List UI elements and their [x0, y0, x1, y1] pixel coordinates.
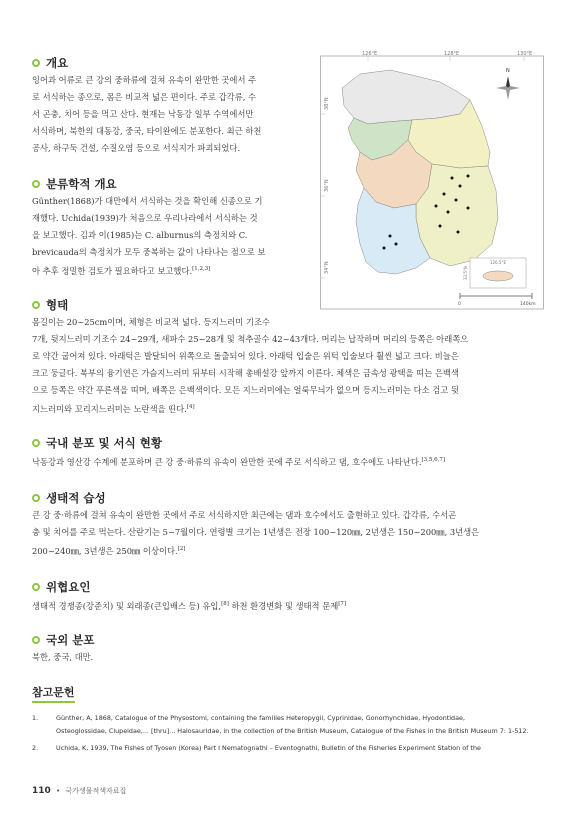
occurrence-point — [395, 243, 398, 246]
foreign-title: 국외 분포 — [46, 633, 95, 647]
inset-lon-label: 126.5°E — [490, 260, 506, 265]
morphology-title: 형태 — [46, 298, 69, 312]
morphology-line-text: 지느러미와 꼬리지느러미는 노란색을 띤다. — [32, 403, 187, 414]
occurrence-point — [451, 177, 454, 180]
overview-line: 로 서식하는 종으로, 몸은 비교적 넓은 편이다. 주로 갑각류, 수 — [32, 92, 257, 102]
section-bullet-icon — [32, 59, 40, 67]
reference-item — [32, 712, 532, 738]
overview-heading — [32, 55, 68, 71]
citation: [2] — [177, 546, 186, 552]
ecology-line: 충 및 치어를 주로 먹는다. 산란기는 5~7월이다. 연령별 크기는 1년생은 전장 100~120㎜, 2년생은 150~200㎜, 3년생은 — [32, 527, 480, 537]
taxonomy-line: 재했다. Uchida(1939)가 처음으로 우리나라에서 서식하는 것 — [32, 213, 258, 223]
ecology-body — [32, 507, 557, 560]
foreign-line: 북한, 중국, 대만. — [32, 652, 94, 662]
distribution-line-text: 낙동강과 영산강 수계에 분포하며 큰 강 중·하류의 유속이 완만한 곳에 주로 서식하고 댐, 호수에도 나타난다. — [32, 456, 422, 467]
threats-heading — [32, 579, 90, 595]
taxonomy-body — [32, 193, 317, 280]
lat-label: 36°N — [324, 179, 330, 192]
publication-name: 국가생물적색자료집 — [65, 787, 127, 795]
occurrence-point — [389, 235, 392, 238]
taxonomy-line — [32, 261, 317, 280]
foreign-body — [32, 649, 557, 666]
section-bullet-icon — [32, 301, 40, 309]
threats-body — [32, 596, 557, 615]
footer-separator: • — [56, 787, 61, 795]
citation: [7] — [338, 601, 347, 607]
threats-text-a: 생태적 경쟁종(강준치) 및 외래종(큰입배스 등) 유입, — [32, 600, 222, 611]
occurrence-point — [467, 175, 470, 178]
ecology-line — [32, 541, 557, 560]
morphology-line — [32, 399, 557, 418]
section-bullet-icon — [32, 583, 40, 591]
taxonomy-line-text: 아 추후 정밀한 검토가 필요하다고 보고했다. — [32, 265, 193, 276]
morphology-line: 으로 등쪽은 약간 푸른색을 띠며, 배쪽은 은백색이다. 모든 지느러미에는 얼룩무늬가 없으며 등지느러미는 다소 검고 뒷 — [32, 385, 459, 395]
jeju-island — [483, 271, 513, 281]
citation: [8] — [221, 601, 229, 607]
section-bullet-icon — [32, 180, 40, 188]
threats-text-b: 하천 환경변화 및 생태적 문제 — [228, 600, 339, 611]
inset-lat-label: 33.5°N — [463, 266, 468, 280]
citation: [4] — [186, 404, 195, 410]
reference-line: Osteoglossidae, Clupeidae,... [thru]... Halosauridae, in the collection of the British Museum, Catalogue of the Fishes in the British Museum 7: 1-512. — [56, 727, 529, 735]
occurrence-point — [457, 231, 460, 234]
distribution-body — [32, 452, 557, 471]
page-number: 110 — [32, 786, 51, 796]
taxonomy-line: 을 보고했다. 김과 이(1985)는 C. alburnus의 측정치와 C. — [32, 230, 248, 240]
lon-label: 126°E — [362, 51, 378, 57]
ecology-title: 생태적 습성 — [46, 491, 106, 505]
citation: [3,5,6,7] — [421, 457, 446, 463]
section-bullet-icon — [32, 494, 40, 502]
overview-line: 공사, 하구둑 건설, 수질오염 등으로 서식지가 파괴되었다. — [32, 143, 241, 153]
taxonomy-title: 분류학적 개요 — [46, 177, 117, 191]
occurrence-point — [383, 247, 386, 250]
scale-start: 0 — [458, 302, 461, 307]
reference-number: 1. — [32, 714, 39, 722]
morphology-heading — [32, 297, 68, 313]
threats-title: 위협요인 — [46, 580, 91, 594]
occurrence-point — [435, 205, 438, 208]
morphology-line: 몸길이는 20~25cm이며, 체형은 비교적 넓다. 등지느러미 기조수 — [32, 317, 271, 327]
taxonomy-line: brevicauda의 측정치가 모두 중복하는 값이 나타나는 점으로 보 — [32, 247, 266, 257]
citation: [1,2,3] — [192, 266, 211, 272]
lat-label: 38°N — [324, 97, 330, 110]
reference-line: Uchida, K, 1939, The Fishes of Tyosen (Korea) Part I Nematognathi – Eventognathi, Bulletin of the Fisheries Experiment Station of the — [56, 744, 481, 752]
morphology-line: 크고 둥글다. 복부의 융기연은 가슴지느러미 뒤부터 시작해 총배설강 앞까지 이른다. 체색은 금속성 광택을 띠는 은백색 — [32, 368, 459, 378]
references-heading — [32, 684, 75, 700]
distribution-map — [320, 48, 544, 310]
overview-line: 서식하며, 북한의 대동강, 중국, 타이완에도 분포한다. 최근 하천 — [32, 126, 262, 136]
morphology-body — [32, 314, 557, 418]
scale-end: 140km — [520, 302, 536, 307]
distribution-heading — [32, 435, 162, 451]
occurrence-point — [443, 193, 446, 196]
foreign-heading — [32, 632, 94, 648]
overview-title: 개요 — [46, 56, 69, 70]
overview-body — [32, 72, 317, 157]
lon-label: 128°E — [444, 51, 460, 57]
ecology-line: 큰 강 중·하류에 걸쳐 유속이 완만한 곳에서 주로 서식하지만 최근에는 댐과 호수에서도 출현하고 있다. 갑각류, 수서곤 — [32, 510, 457, 520]
references-title: 참고문헌 — [32, 686, 75, 703]
taxonomy-line: Günther(1868)가 대만에서 서식하는 것을 확인해 신종으로 기 — [32, 196, 263, 206]
morphology-line: 로 약간 굽어져 있다. 아래턱은 발달되어 위쪽으로 돌출되어 있다. 아래턱 입술은 위턱 입술보다 훨씬 넓고 크다. 비늘은 — [32, 351, 459, 361]
lat-label: 34°N — [324, 261, 330, 274]
reference-item — [32, 742, 532, 755]
taxonomy-heading — [32, 176, 117, 192]
overview-line: 서 곤충, 치어 등을 먹고 산다. 현재는 낙동강 일부 수역에서만 — [32, 109, 254, 119]
occurrence-point — [467, 207, 470, 210]
overview-line: 잉어과 어류로 큰 강의 중하류에 걸쳐 유속이 완만한 곳에서 주 — [32, 75, 257, 85]
occurrence-point — [439, 225, 442, 228]
morphology-line: 7개, 뒷지느러미 기조수 24~29개, 새파수 25~28개 및 척추골수 42~43개다. 머리는 납작하며 머리의 등쪽은 아래쪽으 — [32, 334, 469, 344]
occurrence-point — [459, 185, 462, 188]
reference-number: 2. — [32, 744, 39, 752]
section-bullet-icon — [32, 439, 40, 447]
ecology-heading — [32, 490, 106, 506]
section-bullet-icon — [32, 636, 40, 644]
north-label: N — [506, 68, 510, 74]
ecology-line-text: 200~240㎜, 3년생은 250㎜ 이상이다. — [32, 545, 178, 556]
distribution-line — [32, 452, 557, 471]
threats-line — [32, 596, 557, 615]
occurrence-point — [455, 199, 458, 202]
lon-label: 130°E — [517, 51, 533, 57]
page-footer — [32, 786, 126, 796]
occurrence-point — [447, 211, 450, 214]
reference-line: Günther, A, 1868, Catalogue of the Physostomi, containing the families Heteropygii, Cyprinidae, Gonorhynchidae, Hyodontidae, — [56, 714, 465, 722]
distribution-title: 국내 분포 및 서식 현황 — [46, 436, 162, 450]
